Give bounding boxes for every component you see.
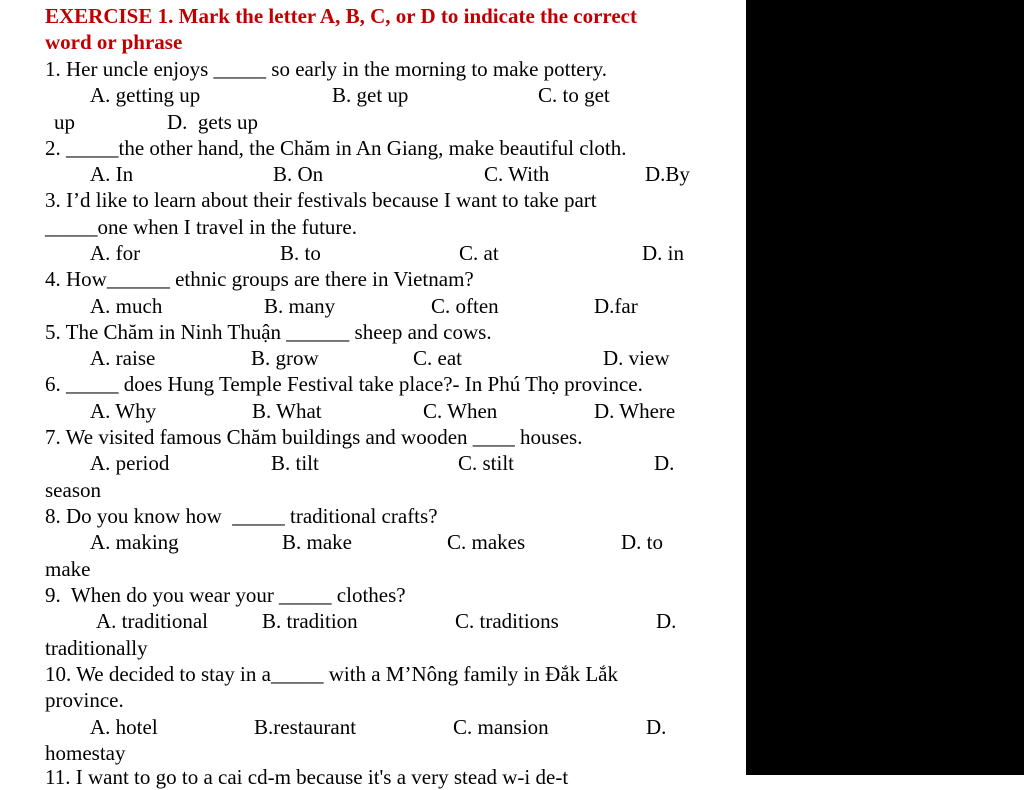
question-4-stem: 4. How______ ethnic groups are there in Vietnam?: [45, 267, 474, 291]
question-4-option-a: A. much: [90, 294, 163, 318]
question-10-option-b: B.restaurant: [254, 715, 357, 739]
question-3-stem-cont: _____one when I travel in the future.: [45, 215, 357, 239]
question-7-option-c: C. stilt: [458, 451, 515, 475]
question-2-stem: 2. _____the other hand, the Chăm in An Giang, make beautiful cloth.: [45, 136, 627, 160]
question-6-option-c: C. When: [423, 399, 498, 423]
question-6-option-d: D. Where: [594, 399, 676, 423]
question-9-option-a: A. traditional: [96, 609, 208, 633]
question-7-option-d: D.: [654, 451, 675, 475]
question-4-option-d: D.far: [594, 294, 638, 318]
question-1-option-c-cont: up: [54, 110, 75, 134]
question-10-option-d: D.: [646, 715, 667, 739]
question-10-option-c: C. mansion: [453, 715, 549, 739]
question-3-option-b: B. to: [280, 241, 321, 265]
question-9-option-d: D.: [656, 609, 677, 633]
question-2-option-a: A. In: [90, 162, 134, 186]
question-2-option-b: B. On: [273, 162, 324, 186]
question-6-option-a: A. Why: [90, 399, 157, 423]
question-3-option-d: D. in: [642, 241, 684, 265]
question-6-option-b: B. What: [252, 399, 322, 423]
question-7-stem: 7. We visited famous Chăm buildings and wooden ____ houses.: [45, 425, 583, 449]
question-5-option-d: D. view: [603, 346, 670, 370]
question-3-option-a: A. for: [90, 241, 141, 265]
question-8-option-d-cont: make: [45, 557, 91, 581]
question-7-option-d-cont: season: [45, 478, 101, 502]
question-5-option-a: A. raise: [90, 346, 156, 370]
exercise-title-cont: word or phrase: [45, 30, 183, 54]
question-8-option-c: C. makes: [447, 530, 526, 554]
question-8-option-d: D. to: [621, 530, 663, 554]
question-9-option-b: B. tradition: [262, 609, 358, 633]
question-5-stem: 5. The Chăm in Ninh Thuận ______ sheep and cows.: [45, 320, 492, 344]
question-3-stem: 3. I’d like to learn about their festivals because I want to take part: [45, 188, 597, 212]
question-4-option-c: C. often: [431, 294, 499, 318]
question-11-stem: 11. I want to go to a cai cd-m because it's a very stead w-i de-t: [45, 765, 569, 789]
question-10-option-a: A. hotel: [90, 715, 158, 739]
question-1-option-b: B. get up: [332, 83, 409, 107]
question-5-option-b: B. grow: [251, 346, 319, 370]
question-8-stem: 8. Do you know how _____ traditional crafts?: [45, 504, 438, 528]
question-9-option-d-cont: traditionally: [45, 636, 148, 660]
question-10-option-d-cont: homestay: [45, 741, 126, 765]
question-2-option-d: D.By: [645, 162, 690, 186]
question-6-stem: 6. _____ does Hung Temple Festival take place?- In Phú Thọ province.: [45, 372, 643, 396]
question-9-option-c: C. traditions: [455, 609, 559, 633]
question-10-stem: 10. We decided to stay in a_____ with a M’Nông family in Đắk Lắk: [45, 662, 618, 686]
question-7-option-b: B. tilt: [271, 451, 319, 475]
question-4-option-b: B. many: [264, 294, 336, 318]
question-7-option-a: A. period: [90, 451, 170, 475]
question-1-option-c: C. to get: [538, 83, 610, 107]
question-1-option-d: D. gets up: [167, 110, 258, 134]
question-5-option-c: C. eat: [413, 346, 462, 370]
question-2-option-c: C. With: [484, 162, 550, 186]
question-3-option-c: C. at: [459, 241, 499, 265]
question-1-stem: 1. Her uncle enjoys _____ so early in the morning to make pottery.: [45, 57, 608, 81]
exercise-title: EXERCISE 1. Mark the letter A, B, C, or D to indicate the correct: [45, 4, 637, 28]
question-10-stem-cont: province.: [45, 688, 124, 712]
question-8-option-a: A. making: [90, 530, 179, 554]
black-side-panel: [746, 0, 1024, 775]
question-1-option-a: A. getting up: [90, 83, 201, 107]
question-8-option-b: B. make: [282, 530, 352, 554]
question-9-stem: 9. When do you wear your _____ clothes?: [45, 583, 406, 607]
